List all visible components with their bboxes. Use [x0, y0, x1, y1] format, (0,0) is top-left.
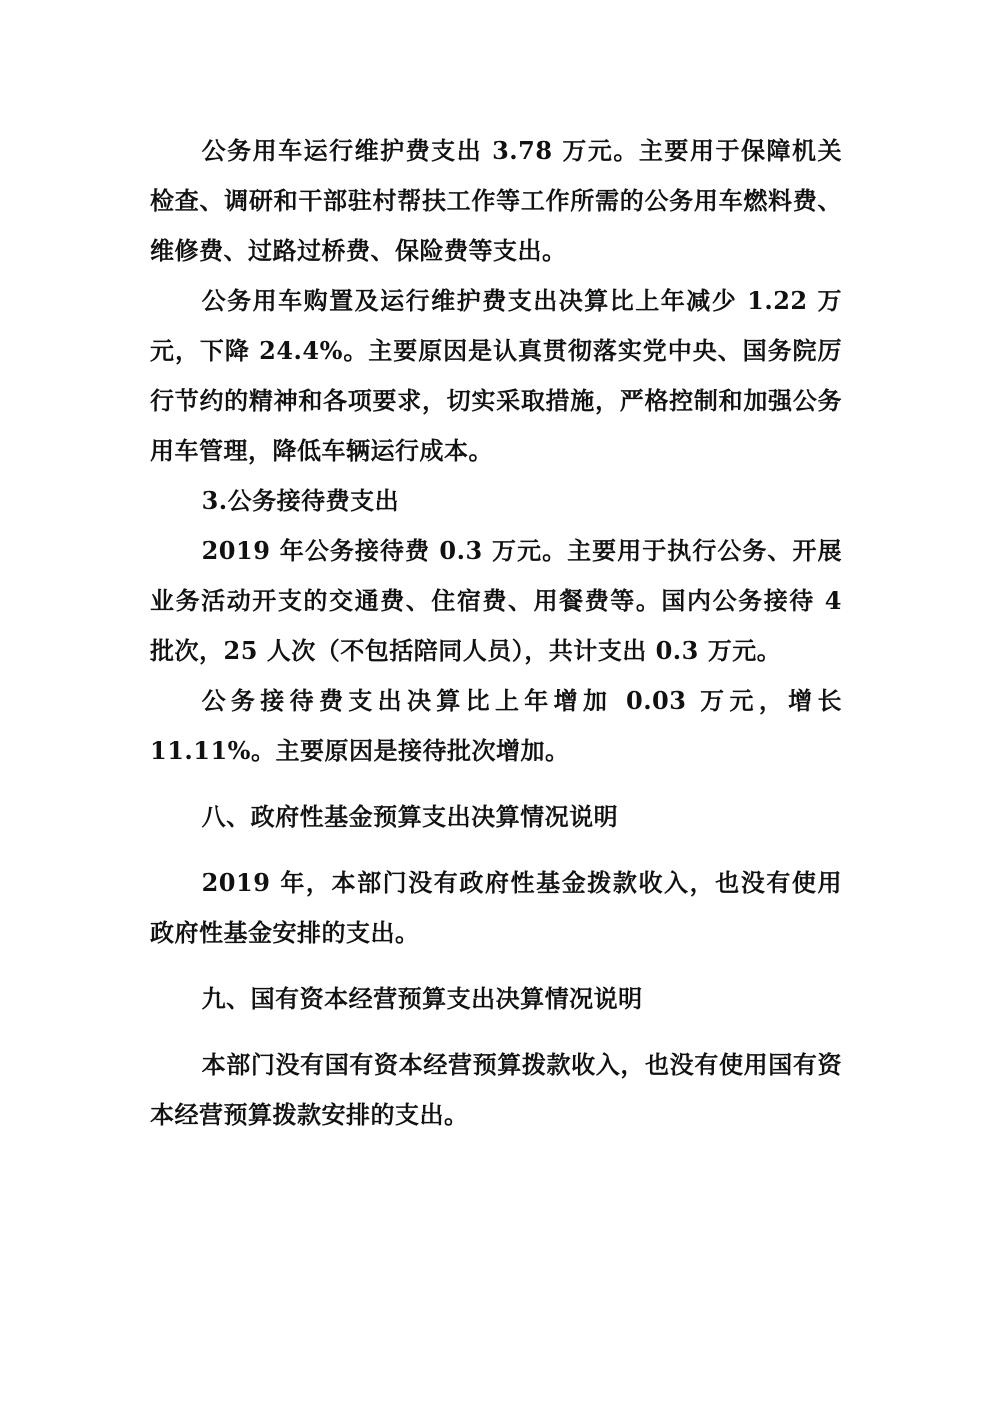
paragraph-government-fund: 2019 年，本部门没有政府性基金拨款收入，也没有使用政府性基金安排的支出。: [150, 868, 842, 947]
document-body: [150, 126, 842, 1140]
paragraph-state-capital: 本部门没有国有资本经营预算拨款收入，也没有使用国有资本经营预算拨款安排的支出。: [150, 1050, 842, 1129]
paragraph-reception-expense: 2019 年公务接待费 0.3 万元。主要用于执行公务、开展业务活动开支的交通费、住宿费、用餐费等。国内公务接待 4 批次，25 人次（不包括陪同人员），共计支出 0.3 万元。: [150, 536, 842, 665]
paragraph-vehicle-maintenance: 公务用车运行维护费支出 3.78 万元。主要用于保障机关检查、调研和干部驻村帮扶工作等工作所需的公务用车燃料费、 维修费、过路过桥费、保险费等支出。: [150, 136, 842, 265]
subheading-reception-expense: 3.公务接待费支出: [201, 486, 400, 515]
paragraph-reception-comparison: 公务接待费支出决算比上年增加 0.03 万元，增长 11.11%。主要原因是接待批次增加。: [150, 686, 842, 765]
paragraph-vehicle-comparison: 公务用车购置及运行维护费支出决算比上年减少 1.22 万元，下降 24.4%。主要原因是认真贯彻落实党中央、国务院厉行节约的精神和各项要求，切实采取措施，严格控制和加强公务用车管理，降低车辆运行成本。: [150, 286, 842, 465]
section-heading-government-fund: 八、政府性基金预算支出决算情况说明: [201, 802, 619, 831]
section-heading-state-capital: 九、国有资本经营预算支出决算情况说明: [201, 984, 643, 1013]
